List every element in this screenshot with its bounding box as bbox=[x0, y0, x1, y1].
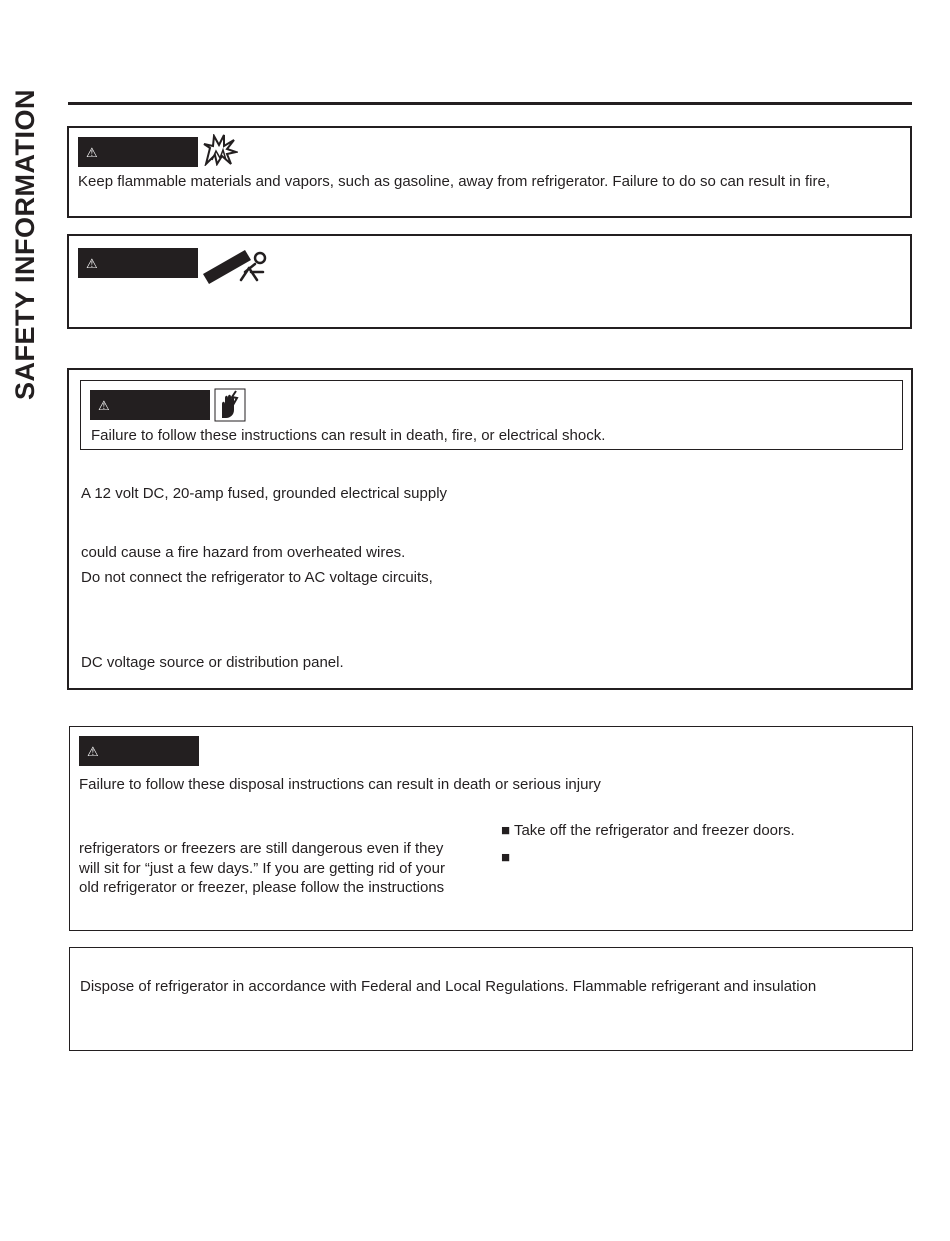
disposal-bullet-2: ■ bbox=[501, 849, 511, 866]
electrical-line-1: A 12 volt DC, 20-amp fused, grounded electrical supply bbox=[81, 485, 448, 502]
electrical-line-3: Do not connect the refrigerator to AC voltage circuits, bbox=[81, 569, 433, 586]
tip-over-icon bbox=[201, 244, 273, 286]
warning-badge bbox=[90, 390, 210, 420]
electrical-inner-box bbox=[80, 380, 903, 450]
warning-badge bbox=[78, 248, 198, 278]
tip-over-warning-box bbox=[67, 234, 912, 329]
warning-badge bbox=[79, 736, 199, 766]
warning-triangle-icon: ⚠ bbox=[98, 397, 110, 413]
electrical-warning-box bbox=[67, 368, 913, 690]
disposal-left-line-3: old refrigerator or freezer, please follow the instructions bbox=[79, 879, 445, 896]
electrical-inner-text: Failure to follow these instructions can result in death, fire, or electrical shock. bbox=[91, 427, 606, 444]
disposal-bullet-1: ■ Take off the refrigerator and freezer doors. bbox=[501, 822, 795, 839]
regulations-text: Dispose of refrigerator in accordance with Federal and Local Regulations. Flammable refrigerant and insulation bbox=[80, 978, 817, 995]
regulations-box bbox=[69, 947, 913, 1051]
electrical-line-2: could cause a fire hazard from overheated wires. bbox=[81, 544, 406, 561]
header-rule bbox=[68, 102, 912, 105]
explosion-icon bbox=[202, 134, 238, 166]
electrical-shock-icon bbox=[214, 388, 246, 422]
warning-triangle-icon: ⚠ bbox=[86, 144, 98, 160]
disposal-warning-box bbox=[69, 726, 913, 931]
warning-triangle-icon: ⚠ bbox=[87, 743, 99, 759]
side-title: SAFETY INFORMATION bbox=[10, 89, 40, 400]
disposal-left-line-2: will sit for “just a few days.” If you are getting rid of your bbox=[79, 860, 445, 877]
disposal-headline: Failure to follow these disposal instructions can result in death or serious injury bbox=[79, 776, 601, 793]
fire-warning-box bbox=[67, 126, 912, 218]
warning-triangle-icon: ⚠ bbox=[86, 255, 98, 271]
fire-warning-text: Keep flammable materials and vapors, such as gasoline, away from refrigerator. Failure to do so can result in fire, bbox=[78, 173, 831, 190]
warning-badge bbox=[78, 137, 198, 167]
electrical-line-4: DC voltage source or distribution panel. bbox=[81, 654, 344, 671]
disposal-left-line-1: refrigerators or freezers are still dangerous even if they bbox=[79, 840, 444, 857]
